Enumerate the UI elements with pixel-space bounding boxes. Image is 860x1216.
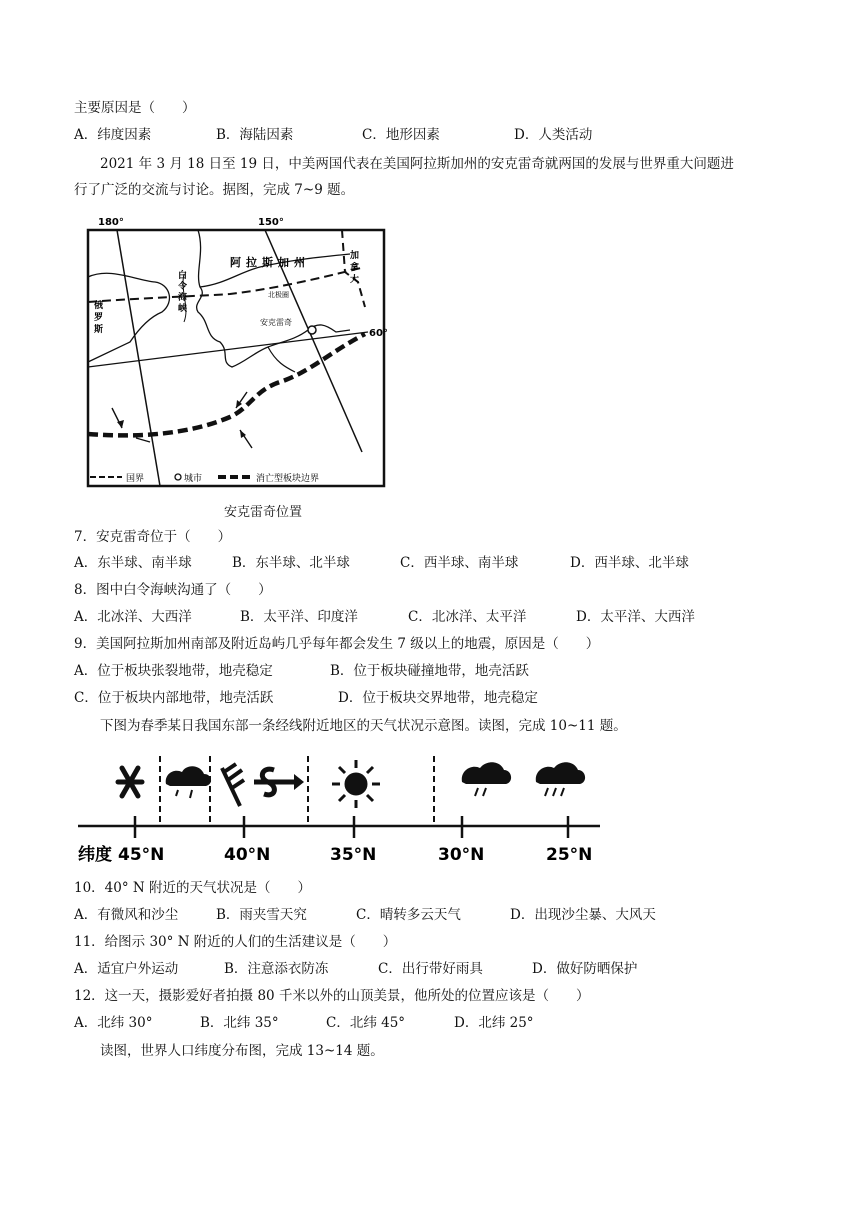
- legend-border-label: 国界: [126, 474, 145, 484]
- canada-label: 加拿大: [350, 251, 360, 285]
- moderate-rain-icon: [536, 762, 585, 796]
- weather-diagram: [78, 748, 608, 870]
- anchorage-map: [80, 212, 400, 494]
- axis-label: 纬度: [78, 845, 112, 865]
- option-c[interactable]: C．地形因素: [362, 127, 440, 143]
- q8-stem: 8．图中白令海峡沟通了（ ）: [74, 582, 272, 598]
- q11-stem: 11．给图示 30° N 附近的人们的生活建议是（ ）: [74, 934, 397, 950]
- option-d[interactable]: D．位于板块交界地带，地壳稳定: [338, 690, 538, 706]
- russia-label: 俄罗斯: [94, 301, 104, 335]
- option-c[interactable]: C．位于板块内部地带，地壳活跃: [74, 690, 274, 706]
- tick-35n: 35°N: [330, 845, 377, 865]
- legend-city-label: 城市: [184, 474, 203, 484]
- lat-60-label: 60°: [369, 328, 388, 339]
- snow-icon: [118, 768, 142, 796]
- tick-45n: 45°N: [118, 845, 165, 865]
- sleet-icon: [166, 766, 211, 798]
- option-a[interactable]: A．纬度因素: [74, 127, 152, 143]
- arctic-circle-label: 北极圈: [268, 291, 289, 299]
- legend-plate-label: 消亡型板块边界: [256, 474, 320, 484]
- option-a[interactable]: A．有微风和沙尘: [74, 907, 179, 923]
- bering-strait-label: 白令海峡: [178, 271, 188, 314]
- option-b[interactable]: B．海陆因素: [216, 127, 294, 143]
- light-rain-icon: [462, 762, 511, 796]
- option-d[interactable]: D．做好防晒保护: [532, 961, 638, 977]
- option-b[interactable]: B．注意添衣防冻: [224, 961, 329, 977]
- map-caption: 安克雷奇位置: [224, 505, 303, 520]
- q10-stem: 10．40° N 附近的天气状况是（ ）: [74, 880, 312, 896]
- option-c[interactable]: C．晴转多云天气: [356, 907, 461, 923]
- lon-180-label: 180°: [98, 217, 124, 228]
- sun-icon: [332, 760, 380, 808]
- tick-25n: 25°N: [546, 845, 593, 865]
- option-a[interactable]: A．位于板块张裂地带，地壳稳定: [74, 663, 273, 679]
- option-b[interactable]: B．位于板块碰撞地带，地壳活跃: [330, 663, 529, 679]
- sandstorm-icon: [254, 769, 304, 795]
- wind-icon: [222, 764, 244, 806]
- intro-10-11: 下图为春季某日我国东部一条经线附近地区的天气状况示意图。读图，完成 10~11 题。: [100, 718, 627, 734]
- intro-7-9-line2: 行了广泛的交流与讨论。据图，完成 7~9 题。: [74, 182, 355, 198]
- option-b[interactable]: B．东半球、北半球: [232, 555, 350, 571]
- option-d[interactable]: D．北纬 25°: [454, 1015, 534, 1031]
- q6-stem-tail: 主要原因是（ ）: [74, 100, 196, 116]
- option-a[interactable]: A．适宜户外运动: [74, 961, 179, 977]
- option-c[interactable]: C．西半球、南半球: [400, 555, 519, 571]
- option-b[interactable]: B．雨夹雪天究: [216, 907, 307, 923]
- option-a[interactable]: A．东半球、南半球: [74, 555, 192, 571]
- option-c[interactable]: C．北冰洋、太平洋: [408, 609, 527, 625]
- intro-7-9-line1: 2021 年 3 月 18 日至 19 日，中美两国代表在美国阿拉斯加州的安克雷奇就两国的发展与世界重大问题进: [100, 156, 734, 172]
- lon-150-label: 150°: [258, 217, 284, 228]
- q9-stem: 9．美国阿拉斯加州南部及附近岛屿几乎每年都会发生 7 级以上的地震，原因是（ ）: [74, 636, 600, 652]
- option-a[interactable]: A．北纬 30°: [74, 1015, 153, 1031]
- option-a[interactable]: A．北冰洋、大西洋: [74, 609, 192, 625]
- intro-13-14: 读图，世界人口纬度分布图，完成 13~14 题。: [100, 1043, 384, 1059]
- option-b[interactable]: B．太平洋、印度洋: [240, 609, 358, 625]
- alaska-label: 阿拉斯加州: [230, 256, 310, 269]
- option-b[interactable]: B．北纬 35°: [200, 1015, 279, 1031]
- option-d[interactable]: D．西半球、北半球: [570, 555, 689, 571]
- option-c[interactable]: C．北纬 45°: [326, 1015, 406, 1031]
- anchorage-label: 安克雷奇: [260, 318, 292, 327]
- q12-stem: 12．这一天，摄影爱好者拍摄 80 千米以外的山顶美景，他所处的位置应该是（ ）: [74, 988, 590, 1004]
- option-d[interactable]: D．出现沙尘暴、大风天: [510, 907, 656, 923]
- q7-stem: 7．安克雷奇位于（ ）: [74, 529, 232, 545]
- option-c[interactable]: C．出行带好雨具: [378, 961, 483, 977]
- option-d[interactable]: D．太平洋、大西洋: [576, 609, 695, 625]
- option-d[interactable]: D．人类活动: [514, 127, 593, 143]
- tick-40n: 40°N: [224, 845, 271, 865]
- tick-30n: 30°N: [438, 845, 485, 865]
